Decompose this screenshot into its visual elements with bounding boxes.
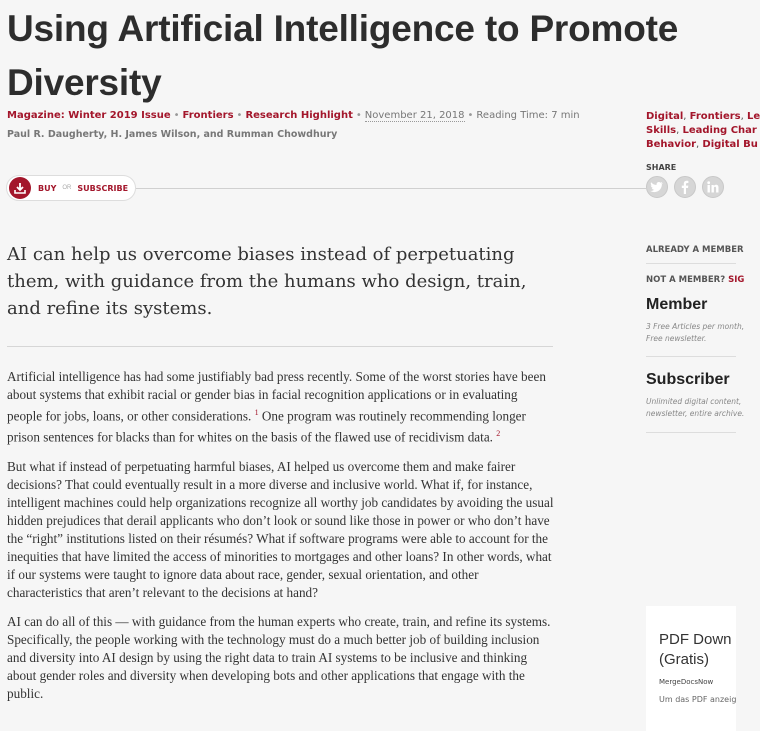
- ad-source: MergeDocsNow: [659, 678, 714, 686]
- linkedin-icon[interactable]: [702, 176, 724, 198]
- paragraph-2: But what if instead of perpetuating harmful biases, AI helped us overcome them and make fairer decisions? That could eventually result in a more diverse and inclusive world. What if, for instance, intelligent machines could help organizations recognize all worthy job candidates by avoiding the usual hidden prejudices that derail applicants who don’t look or sound like those in power or who don’t have the “right” institutions listed on their résumés? What if software programs were able to account for the inequities that have limited the access of minorities to mortgages and other loans? In other words, what if our systems were taught to ignore data about race, gender, sexual orientation, and other characteristics that aren’t relevant to the decisions at hand?: [7, 458, 554, 600]
- tag-truncated-1[interactable]: Le: [747, 111, 760, 122]
- tag-digital[interactable]: Digital: [646, 111, 684, 122]
- sign-up-link[interactable]: SIG: [728, 275, 745, 285]
- sidebar-divider-3: [646, 432, 736, 433]
- magazine-issue-link[interactable]: Magazine: Winter 2019 Issue: [7, 110, 171, 121]
- tag-digital-business[interactable]: Digital Bu: [702, 139, 758, 150]
- subscribe-button[interactable]: SUBSCRIBE: [77, 183, 129, 193]
- article-meta: Magazine: Winter 2019 Issue • Frontiers • Research Highlight • November 21, 2018 • Reading Time: 7 min: [7, 110, 580, 121]
- not-member-label: NOT A MEMBER?: [646, 275, 726, 285]
- article-lead: AI can help us overcome biases instead of perpetuating them, with guidance from the humans who design, train, and refine its systems.: [7, 244, 527, 319]
- subscriber-title[interactable]: Subscriber: [646, 371, 730, 388]
- header-rule: [136, 188, 646, 189]
- topic-tags: Digital, Frontiers, Le Skills, Leading Char Behavior, Digital Bu: [646, 111, 760, 150]
- paragraph-1: Artificial intelligence has had some justifiably bad press recently. Some of the worst stories have been about systems that exhibit racial or gender bias in facial recognition applications or in evaluating people for jobs, loans, or other considerations. $^1$ One program was routinely recommending longer prison sentences for blacks than for whites on the basis of the flawed use of recidivism data. $^2$: [7, 369, 546, 445]
- or-label: OR: [62, 185, 72, 191]
- ad-description: Um das PDF anzeig: [659, 695, 737, 704]
- article-body: [7, 368, 555, 714]
- footnote-ref-1[interactable]: 1: [254, 408, 259, 417]
- already-member-link[interactable]: ALREADY A MEMBER: [646, 245, 744, 255]
- subscriber-description: Unlimited digital content, newsletter, entire archive.: [646, 397, 745, 418]
- sidebar-divider-1: [646, 263, 736, 264]
- share-label: SHARE: [646, 163, 677, 172]
- authors: Paul R. Daugherty, H. James Wilson, and Rumman Chowdhury: [7, 129, 338, 140]
- publish-date: November 21, 2018: [364, 110, 465, 121]
- share-icons: [646, 176, 724, 198]
- not-member-line: [646, 275, 744, 285]
- tag-skills[interactable]: Skills: [646, 125, 677, 136]
- sidebar-divider-2: [646, 356, 736, 357]
- tag-frontiers[interactable]: Frontiers: [689, 111, 741, 122]
- tag-behavior[interactable]: Behavior: [646, 139, 697, 150]
- download-icon[interactable]: [9, 177, 31, 199]
- section-link[interactable]: Frontiers: [182, 110, 234, 121]
- footnote-ref-2[interactable]: 2: [496, 429, 501, 439]
- article-title: Using Artificial Intelligence to Promote Diversity: [7, 8, 679, 103]
- ad-banner[interactable]: [646, 606, 736, 731]
- facebook-icon[interactable]: [674, 176, 696, 198]
- buy-subscribe-bar: [6, 175, 136, 201]
- member-description: 3 Free Articles per month, Free newsletter.: [646, 322, 745, 343]
- buy-button[interactable]: BUY: [38, 183, 57, 193]
- member-title[interactable]: Member: [646, 296, 708, 313]
- twitter-icon[interactable]: [646, 176, 668, 198]
- article-type-link[interactable]: Research Highlight: [245, 110, 353, 121]
- reading-time: Reading Time: 7 min: [476, 110, 580, 121]
- tag-leading-change[interactable]: Leading Char: [682, 125, 757, 136]
- ad-title: PDF Down (Gratis): [659, 631, 732, 668]
- paragraph-3: AI can do all of this — with guidance from the human experts who create, train, and refine its systems. Specifically, the people working with the technology must do a much better job of building inclusion and diversity into AI design by using the right data to train AI systems to be inclusive and thinking about gender roles and diversity when developing bots and other applications that engage with the public.: [7, 613, 551, 701]
- lead-divider: [7, 346, 553, 347]
